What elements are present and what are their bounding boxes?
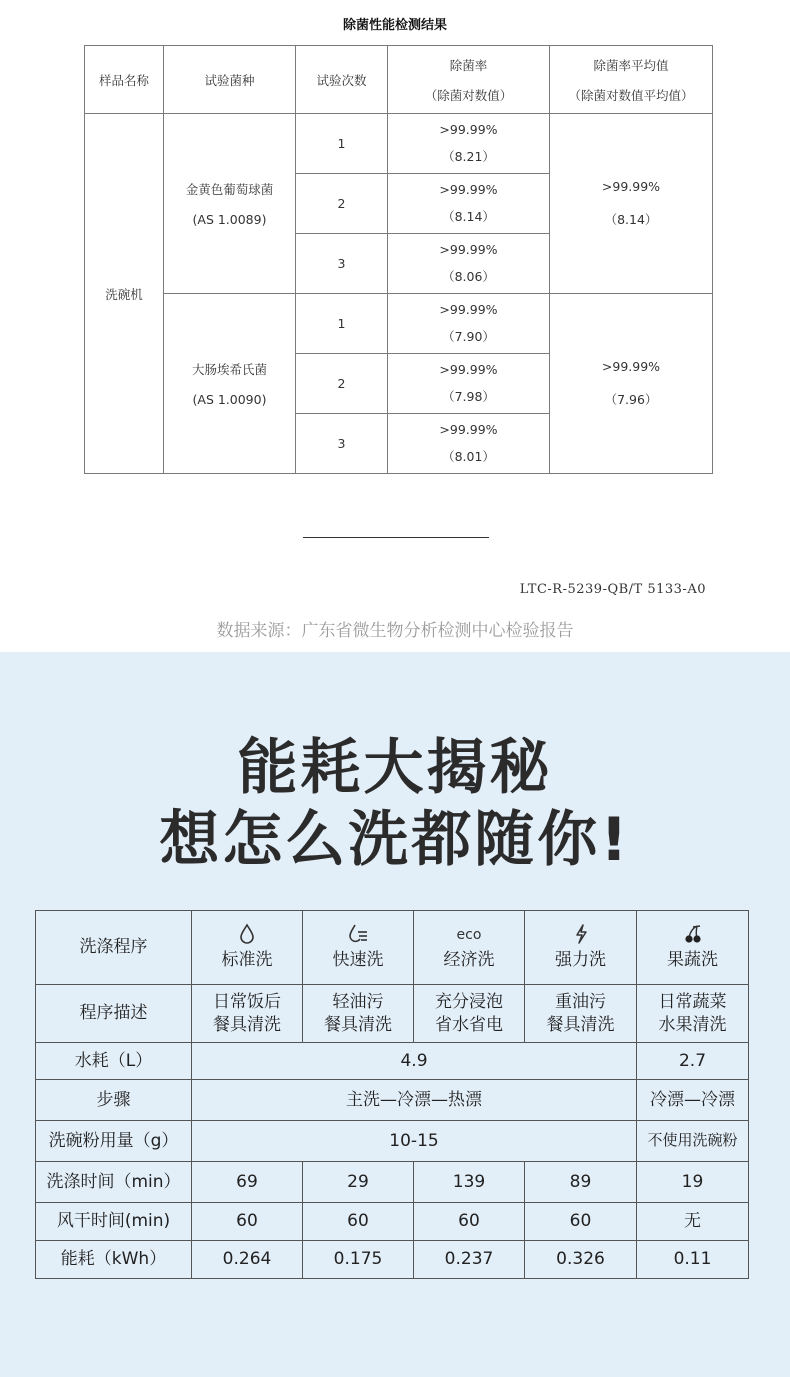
run-number: 2 bbox=[296, 354, 388, 414]
table-row bbox=[85, 114, 713, 174]
wash-time-cell: 89 bbox=[525, 1162, 637, 1203]
avg-rate: >99.99% bbox=[601, 359, 661, 374]
wash-time-cell: 19 bbox=[637, 1162, 749, 1203]
strain-code: (AS 1.0090) bbox=[192, 392, 267, 407]
water-drop-icon bbox=[192, 923, 302, 947]
steps-fruit-cell: 冷漂—冷漂 bbox=[637, 1080, 749, 1121]
rate-value: >99.99% bbox=[439, 362, 498, 377]
report-section bbox=[0, 0, 790, 652]
quick-wash-icon bbox=[303, 923, 413, 947]
desc-cell bbox=[525, 985, 637, 1043]
row-label-desc: 程序描述 bbox=[36, 985, 192, 1043]
program-name: 快速洗 bbox=[332, 950, 384, 971]
avg-rate: >99.99% bbox=[601, 179, 661, 194]
row-label-energy: 能耗（kWh） bbox=[36, 1241, 192, 1279]
run-number: 1 bbox=[296, 294, 388, 354]
desc-line2: 餐具清洗 bbox=[324, 1014, 392, 1035]
desc-line2: 水果清洗 bbox=[658, 1014, 727, 1035]
rate-value: >99.99% bbox=[439, 122, 498, 137]
run-number: 3 bbox=[296, 414, 388, 474]
program-cell-power bbox=[525, 911, 637, 985]
log-value: （8.06） bbox=[442, 269, 495, 284]
run-number: 3 bbox=[296, 234, 388, 294]
program-cell-quick bbox=[303, 911, 414, 985]
log-value: （8.21） bbox=[442, 149, 495, 164]
sterilization-results-table bbox=[84, 45, 713, 474]
energy-title-line1: 能耗大揭秘 bbox=[237, 733, 553, 803]
row-label-powder: 洗碗粉用量（g） bbox=[36, 1121, 192, 1162]
energy-cell: 0.326 bbox=[525, 1241, 637, 1279]
desc-line1: 日常饭后 bbox=[213, 992, 281, 1013]
dry-time-cell: 60 bbox=[303, 1203, 414, 1241]
table-row-powder bbox=[36, 1121, 749, 1162]
program-name: 强力洗 bbox=[555, 950, 606, 971]
header-sample: 样品名称 bbox=[85, 46, 164, 114]
log-value: （8.01） bbox=[442, 449, 495, 464]
table-header-row bbox=[85, 46, 713, 114]
desc-cell bbox=[637, 985, 749, 1043]
desc-line1: 重油污 bbox=[555, 992, 606, 1013]
header-rate bbox=[388, 46, 550, 114]
desc-cell bbox=[192, 985, 303, 1043]
rate-value: >99.99% bbox=[439, 302, 498, 317]
avg-log: （7.96） bbox=[604, 392, 658, 407]
powder-fruit-cell: 不使用洗碗粉 bbox=[637, 1121, 749, 1162]
run-number: 2 bbox=[296, 174, 388, 234]
avg-cell bbox=[550, 114, 713, 294]
wash-time-cell: 139 bbox=[414, 1162, 525, 1203]
desc-line1: 轻油污 bbox=[332, 992, 384, 1013]
energy-cell: 0.264 bbox=[192, 1241, 303, 1279]
run-number: 1 bbox=[296, 114, 388, 174]
table-row bbox=[85, 294, 713, 354]
table-row-program bbox=[36, 911, 749, 985]
program-cell-eco bbox=[414, 911, 525, 985]
program-cell-standard bbox=[192, 911, 303, 985]
energy-section bbox=[0, 652, 790, 1377]
energy-cell: 0.175 bbox=[303, 1241, 414, 1279]
rate-value: >99.99% bbox=[439, 242, 498, 257]
steps-main-cell: 主洗—冷漂—热漂 bbox=[192, 1080, 637, 1121]
table-row-water bbox=[36, 1043, 749, 1080]
energy-cell: 0.11 bbox=[637, 1241, 749, 1279]
rate-cell bbox=[388, 354, 550, 414]
avg-log: （8.14） bbox=[604, 212, 658, 227]
table-row-wash-time bbox=[36, 1162, 749, 1203]
row-label-wash-time: 洗涤时间（min） bbox=[36, 1162, 192, 1203]
energy-cell: 0.237 bbox=[414, 1241, 525, 1279]
cherry-icon bbox=[637, 923, 748, 947]
water-fruit-cell: 2.7 bbox=[637, 1043, 749, 1080]
log-value: （7.98） bbox=[442, 389, 495, 404]
dry-time-cell: 60 bbox=[192, 1203, 303, 1241]
row-label-dry-time: 风干时间(min) bbox=[36, 1203, 192, 1241]
rate-cell bbox=[388, 174, 550, 234]
rate-cell bbox=[388, 114, 550, 174]
table-row-steps bbox=[36, 1080, 749, 1121]
header-avg-sub: （除菌对数值平均值） bbox=[568, 87, 694, 103]
program-name: 标准洗 bbox=[221, 950, 273, 971]
desc-line1: 充分浸泡 bbox=[435, 992, 503, 1013]
lightning-icon bbox=[525, 923, 636, 947]
desc-line2: 省水省电 bbox=[435, 1014, 503, 1035]
rate-value: >99.99% bbox=[439, 422, 498, 437]
strain-cell bbox=[164, 114, 296, 294]
dry-time-cell: 60 bbox=[414, 1203, 525, 1241]
row-label-steps: 步骤 bbox=[36, 1080, 192, 1121]
eco-icon-text: eco bbox=[456, 927, 482, 944]
water-main-cell: 4.9 bbox=[192, 1043, 637, 1080]
powder-main-cell: 10-15 bbox=[192, 1121, 637, 1162]
rate-cell bbox=[388, 294, 550, 354]
desc-line2: 餐具清洗 bbox=[546, 1014, 615, 1035]
sample-name-cell: 洗碗机 bbox=[85, 114, 164, 474]
desc-line2: 餐具清洗 bbox=[213, 1014, 281, 1035]
log-value: （7.90） bbox=[442, 329, 495, 344]
header-avg-label: 除菌率平均值 bbox=[593, 57, 669, 73]
desc-cell bbox=[303, 985, 414, 1043]
energy-table bbox=[35, 910, 749, 1279]
signature-line bbox=[303, 537, 489, 538]
table-row-dry-time bbox=[36, 1203, 749, 1241]
header-strain: 试验菌种 bbox=[164, 46, 296, 114]
dry-time-cell: 无 bbox=[637, 1203, 749, 1241]
eco-icon bbox=[414, 923, 524, 947]
rate-cell bbox=[388, 234, 550, 294]
wash-time-cell: 29 bbox=[303, 1162, 414, 1203]
table-row-energy bbox=[36, 1241, 749, 1279]
header-avg bbox=[550, 46, 713, 114]
header-rate-sub: （除菌对数值） bbox=[424, 87, 513, 103]
strain-name: 金黄色葡萄球菌 bbox=[185, 182, 274, 197]
report-title: 除菌性能检测结果 bbox=[342, 18, 447, 33]
strain-cell bbox=[164, 294, 296, 474]
program-cell-fruit bbox=[637, 911, 749, 985]
log-value: （8.14） bbox=[442, 209, 495, 224]
wash-time-cell: 69 bbox=[192, 1162, 303, 1203]
data-source-note: 数据来源：广东省微生物分析检测中心检验报告 bbox=[216, 621, 574, 641]
desc-line1: 日常蔬菜 bbox=[658, 992, 727, 1013]
dry-time-cell: 60 bbox=[525, 1203, 637, 1241]
program-name: 经济洗 bbox=[443, 950, 495, 971]
strain-name: 大肠埃希氏菌 bbox=[191, 362, 267, 377]
header-rate-label: 除菌率 bbox=[449, 57, 488, 73]
energy-title-line2: 想怎么洗都随你! bbox=[159, 805, 631, 875]
avg-cell bbox=[550, 294, 713, 474]
row-label-program: 洗涤程序 bbox=[36, 911, 192, 985]
rate-value: >99.99% bbox=[439, 182, 498, 197]
report-code: LTC-R-5239-QB/T 5133-A0 bbox=[519, 582, 706, 597]
table-row-description bbox=[36, 985, 749, 1043]
strain-code: (AS 1.0089) bbox=[192, 212, 267, 227]
program-name: 果蔬洗 bbox=[667, 950, 718, 971]
row-label-water: 水耗（L） bbox=[36, 1043, 192, 1080]
rate-cell bbox=[388, 414, 550, 474]
desc-cell bbox=[414, 985, 525, 1043]
header-runs: 试验次数 bbox=[296, 46, 388, 114]
